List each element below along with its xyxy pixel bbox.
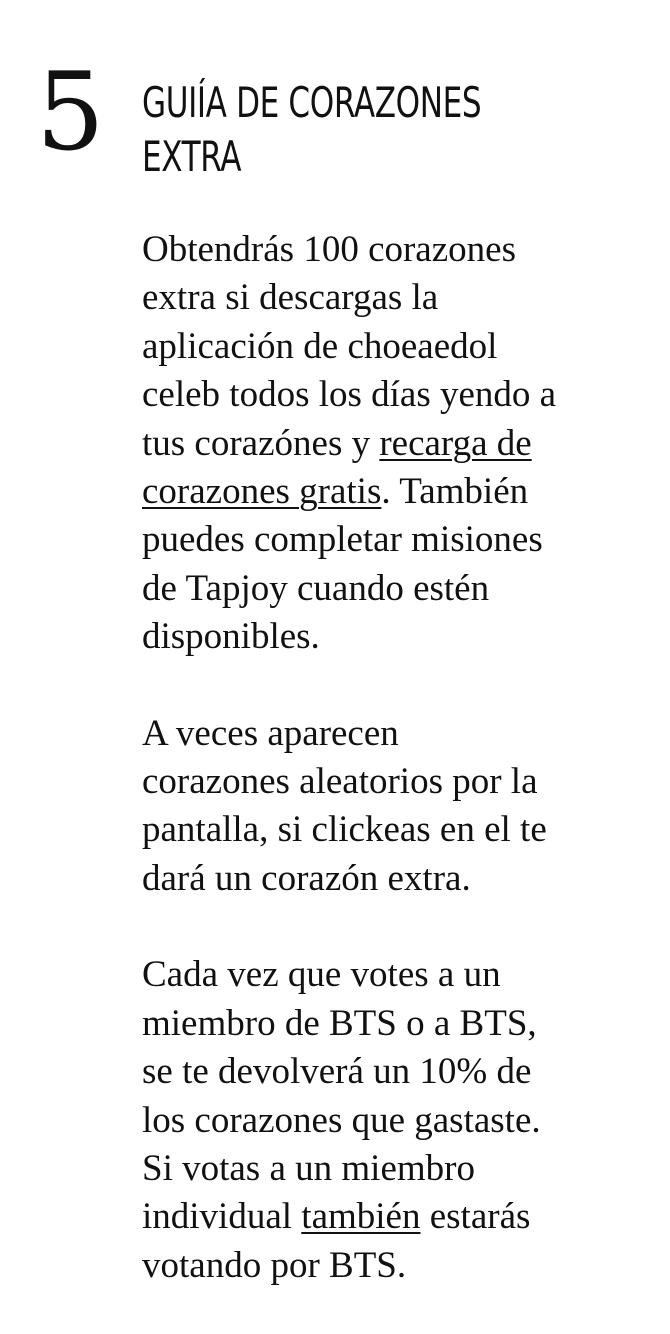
text-line: disponibles. (142, 616, 320, 658)
section-title (142, 76, 608, 184)
text-line (142, 420, 642, 468)
text-line: aplicación de choeaedol (142, 325, 498, 367)
section-title-line: EXTRA (142, 132, 242, 181)
paragraph-random-hearts (142, 710, 642, 904)
text-fragment: . También (381, 471, 529, 513)
text-fragment: tus corazónes y (142, 422, 380, 464)
paragraph-download-app (142, 226, 642, 662)
text-line: corazones aleatorios por la (142, 761, 538, 803)
guide-content (142, 226, 642, 1290)
text-line: A veces aparecen (142, 712, 399, 754)
text-line (142, 468, 642, 516)
text-fragment: individual (142, 1196, 302, 1238)
also-link[interactable]: también (301, 1196, 421, 1238)
text-line: los corazones que gastaste. (142, 1099, 541, 1141)
text-line: votando por BTS. (142, 1244, 407, 1286)
free-hearts-recharge-link[interactable]: recarga de (379, 422, 532, 464)
text-line: miembro de BTS o a BTS, (142, 1002, 537, 1044)
text-line: puedes completar misiones (142, 519, 543, 561)
text-line: se te devolverá un 10% de (142, 1051, 532, 1093)
text-line (142, 1193, 642, 1241)
text-line: Si votas a un miembro (142, 1147, 475, 1189)
paragraph-vote-refund (142, 951, 642, 1290)
section-title-line: GUIÍA DE CORAZONES (142, 78, 482, 127)
text-line: pantalla, si clickeas en el te (142, 809, 547, 851)
text-line: dará un corazón extra. (142, 857, 471, 899)
text-line: extra si descargas la (142, 277, 439, 319)
step-number: 5 (36, 50, 103, 175)
free-hearts-recharge-link[interactable]: corazones gratis (142, 471, 382, 513)
text-line: celeb todos los días yendo a (142, 374, 557, 416)
text-fragment: estarás (420, 1196, 531, 1238)
text-line: Obtendrás 100 corazones (142, 229, 516, 270)
text-line: Cada vez que votes a un (142, 954, 501, 996)
text-line: de Tapjoy cuando estén (142, 567, 490, 609)
